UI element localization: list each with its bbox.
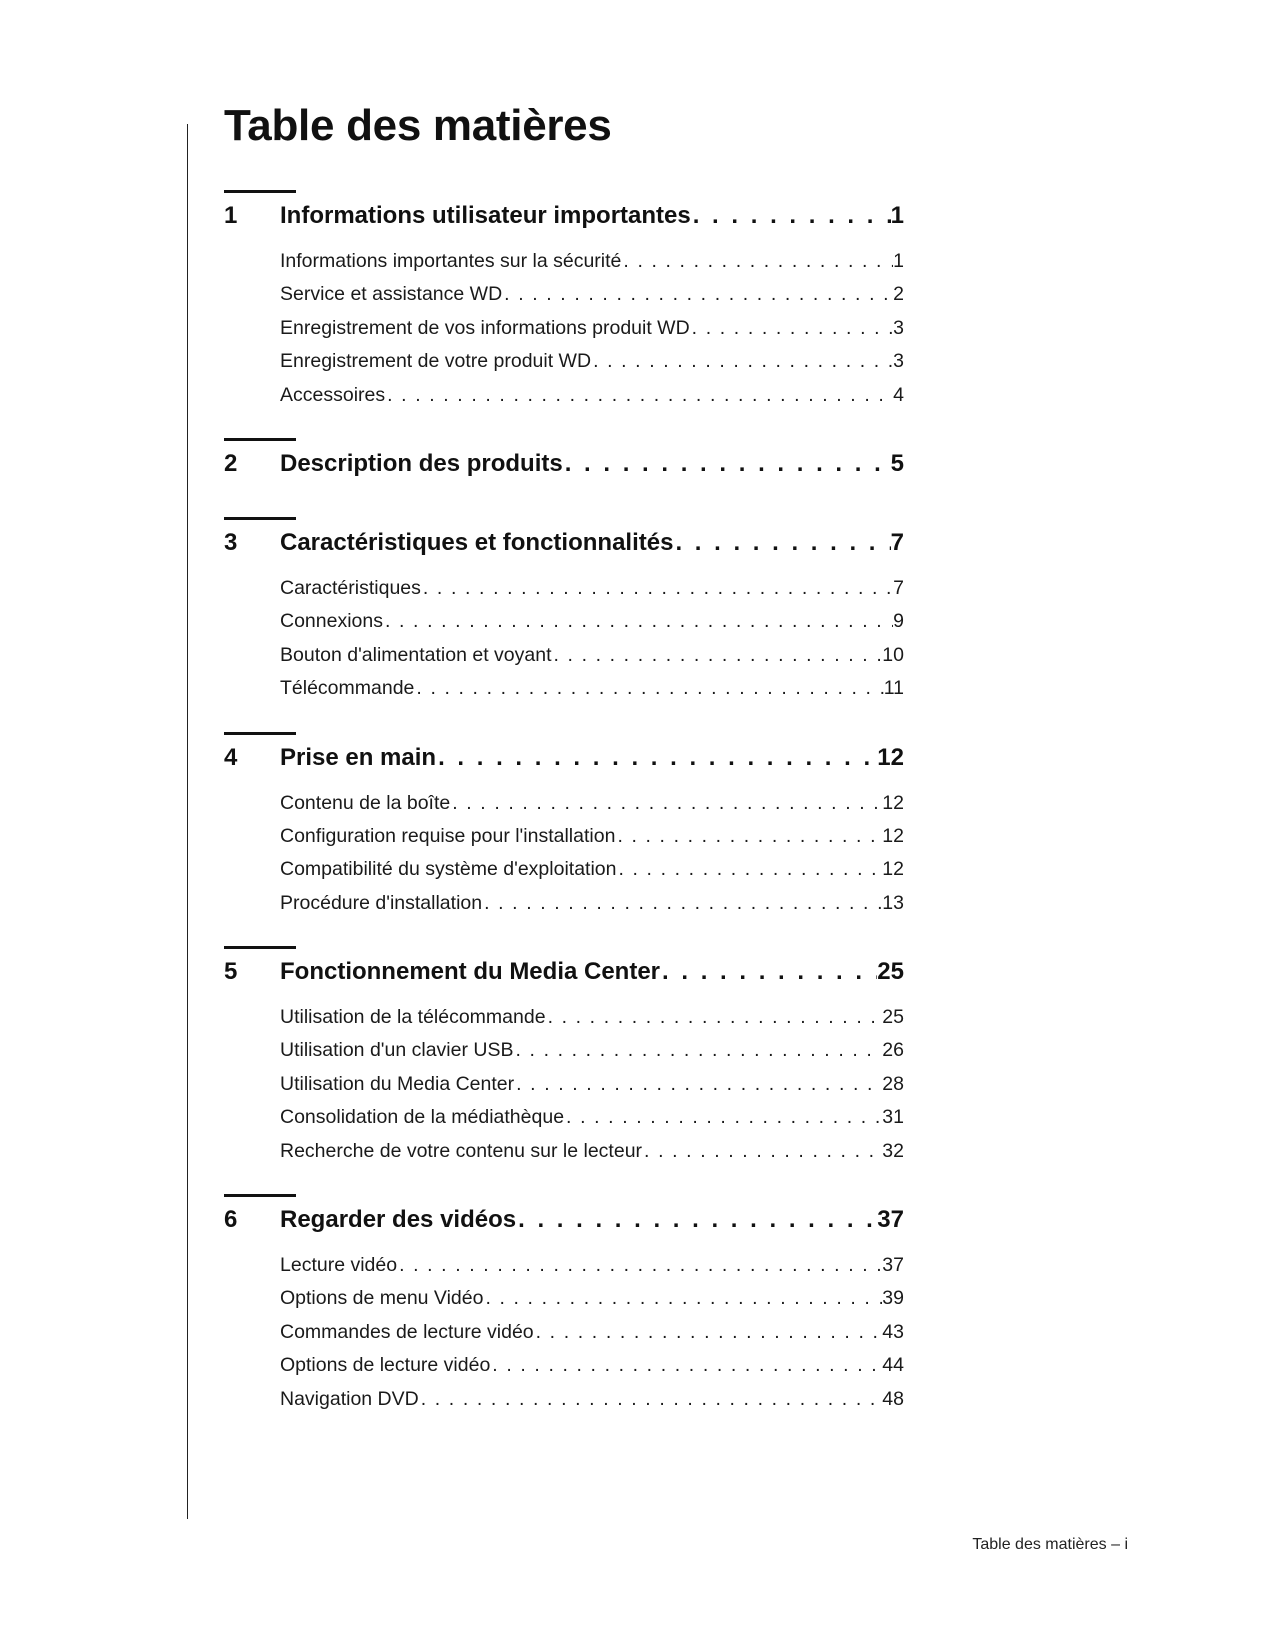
section-title: Accessoires — [280, 383, 386, 406]
dot-leader — [483, 1282, 882, 1315]
section-title: Recherche de votre contenu sur le lecteur — [280, 1139, 643, 1162]
dot-leader — [514, 1034, 883, 1067]
chapter-divider — [224, 946, 296, 949]
dot-leader — [482, 887, 882, 920]
section-page-number: 10 — [882, 643, 904, 666]
section-page-number: 32 — [882, 1139, 904, 1162]
section-list — [224, 787, 904, 921]
page-footer: Table des matières – i — [972, 1536, 1128, 1553]
chapter-entry[interactable] — [224, 199, 904, 233]
section-page-number: 25 — [882, 1006, 904, 1029]
section-page-number: 9 — [893, 610, 904, 633]
chapter-number: 6 — [224, 1206, 238, 1234]
chapter-6 — [224, 1194, 904, 1416]
dot-leader — [615, 820, 882, 853]
section-entry[interactable] — [280, 639, 904, 672]
section-entry[interactable] — [280, 1249, 904, 1282]
chapter-page-number: 7 — [890, 528, 904, 556]
section-page-number: 3 — [893, 350, 904, 373]
dot-leader — [414, 672, 883, 705]
chapter-entry[interactable] — [224, 526, 904, 560]
section-page-number: 1 — [893, 250, 904, 272]
section-title: Bouton d'alimentation et voyant — [280, 643, 552, 666]
chapter-page-number: 5 — [890, 449, 904, 477]
chapter-number: 1 — [224, 202, 238, 229]
chapter-2 — [224, 438, 904, 481]
section-page-number: 44 — [882, 1354, 904, 1377]
chapter-3 — [224, 517, 904, 706]
section-title: Caractéristiques — [280, 576, 421, 599]
section-title: Utilisation du Media Center — [280, 1072, 515, 1095]
chapter-title: Fonctionnement du Media Center — [280, 958, 661, 986]
chapter-entry[interactable] — [224, 1203, 904, 1237]
dot-leader — [383, 605, 893, 638]
dot-leader — [621, 245, 893, 278]
chapter-4 — [224, 732, 904, 921]
section-entry[interactable] — [280, 1034, 904, 1067]
section-page-number: 4 — [893, 383, 904, 406]
section-entry[interactable] — [280, 312, 904, 345]
section-list — [224, 572, 904, 706]
section-title: Lecture vidéo — [280, 1254, 398, 1277]
chapter-title: Regarder des vidéos — [280, 1206, 517, 1234]
section-entry[interactable] — [280, 379, 904, 412]
chapter-entry[interactable] — [224, 741, 904, 775]
dot-leader — [616, 853, 882, 886]
dot-leader — [591, 345, 893, 378]
chapter-divider — [224, 732, 296, 735]
chapter-title: Prise en main — [280, 743, 437, 771]
section-page-number: 12 — [882, 824, 904, 847]
section-entry[interactable] — [280, 605, 904, 638]
table-of-contents — [224, 190, 904, 1416]
section-entry[interactable] — [280, 278, 904, 311]
section-title: Commandes de lecture vidéo — [280, 1320, 534, 1343]
chapter-divider — [224, 190, 296, 193]
section-list — [224, 1001, 904, 1168]
dot-leader — [490, 1349, 882, 1382]
section-page-number: 11 — [883, 677, 904, 700]
section-page-number: 13 — [882, 891, 904, 914]
section-title: Utilisation de la télécommande — [280, 1006, 546, 1029]
chapter-page-number: 12 — [877, 743, 904, 771]
dot-leader — [691, 199, 891, 233]
chapter-number: 5 — [224, 958, 238, 986]
section-page-number: 48 — [882, 1387, 904, 1410]
chapter-page-number: 1 — [890, 202, 904, 229]
chapter-5 — [224, 946, 904, 1168]
section-title: Enregistrement de vos informations produit WD — [280, 316, 690, 339]
section-title: Enregistrement de votre produit WD — [280, 350, 592, 373]
chapter-divider — [224, 517, 296, 520]
chapter-title: Description des produits — [280, 449, 563, 477]
chapter-number: 3 — [224, 528, 238, 556]
section-entry[interactable] — [280, 1349, 904, 1382]
section-title: Informations importantes sur la sécurité — [280, 250, 622, 272]
chapter-1 — [224, 190, 904, 412]
section-page-number: 12 — [882, 791, 904, 814]
section-title: Procédure d'installation — [280, 891, 483, 914]
section-entry[interactable] — [280, 887, 904, 920]
section-page-number: 28 — [882, 1072, 904, 1095]
chapter-page-number: 37 — [877, 1206, 904, 1234]
section-entry[interactable] — [280, 572, 904, 605]
section-entry[interactable] — [280, 1316, 904, 1349]
dot-leader — [660, 955, 877, 989]
page-title: Table des matières — [224, 101, 612, 150]
section-entry[interactable] — [280, 245, 904, 278]
section-entry[interactable] — [280, 1101, 904, 1134]
dot-leader — [546, 1001, 883, 1034]
section-entry[interactable] — [280, 820, 904, 853]
margin-rule — [187, 124, 188, 1519]
section-page-number: 7 — [893, 576, 904, 599]
section-entry[interactable] — [280, 853, 904, 886]
section-title: Configuration requise pour l'installation — [280, 824, 616, 847]
section-entry[interactable] — [280, 1282, 904, 1315]
chapter-title: Caractéristiques et fonctionnalités — [280, 528, 674, 556]
dot-leader — [502, 278, 893, 311]
section-page-number: 12 — [882, 858, 904, 881]
section-page-number: 31 — [882, 1106, 904, 1129]
dot-leader — [421, 572, 893, 605]
section-entry[interactable] — [280, 1001, 904, 1034]
chapter-number: 4 — [224, 743, 238, 771]
dot-leader — [450, 787, 882, 820]
section-entry[interactable] — [280, 787, 904, 820]
dot-leader — [514, 1068, 882, 1101]
section-title: Options de menu Vidéo — [280, 1287, 484, 1310]
chapter-divider — [224, 438, 296, 441]
section-page-number: 26 — [882, 1039, 904, 1062]
chapter-entry[interactable] — [224, 447, 904, 481]
dot-leader — [564, 1101, 882, 1134]
dot-leader — [385, 379, 893, 412]
section-title: Consolidation de la médiathèque — [280, 1106, 565, 1129]
section-entry[interactable] — [280, 672, 904, 705]
section-title: Options de lecture vidéo — [280, 1354, 491, 1377]
section-page-number: 43 — [882, 1320, 904, 1343]
dot-leader — [642, 1135, 882, 1168]
dot-leader — [516, 1203, 877, 1237]
section-entry[interactable] — [280, 345, 904, 378]
chapter-number: 2 — [224, 449, 238, 477]
section-entry[interactable] — [280, 1383, 904, 1416]
chapter-title: Informations utilisateur importantes — [280, 202, 691, 229]
section-page-number: 37 — [882, 1254, 904, 1277]
section-page-number: 39 — [882, 1287, 904, 1310]
section-title: Contenu de la boîte — [280, 791, 451, 814]
section-title: Télécommande — [280, 677, 415, 700]
section-page-number: 2 — [893, 283, 904, 306]
section-title: Compatibilité du système d'exploitation — [280, 858, 617, 881]
section-entry[interactable] — [280, 1135, 904, 1168]
dot-leader — [552, 639, 883, 672]
section-title: Navigation DVD — [280, 1387, 419, 1410]
dot-leader — [673, 526, 890, 560]
dot-leader — [397, 1249, 882, 1282]
section-title: Utilisation d'un clavier USB — [280, 1039, 514, 1062]
dot-leader — [690, 312, 893, 345]
dot-leader — [534, 1316, 883, 1349]
section-list — [224, 1249, 904, 1416]
chapter-page-number: 25 — [877, 958, 904, 986]
section-list — [224, 245, 904, 412]
chapter-entry[interactable] — [224, 955, 904, 989]
dot-leader — [419, 1383, 883, 1416]
dot-leader — [563, 447, 891, 481]
section-title: Service et assistance WD — [280, 283, 503, 306]
dot-leader — [436, 741, 877, 775]
section-entry[interactable] — [280, 1068, 904, 1101]
section-page-number: 3 — [893, 316, 904, 339]
section-title: Connexions — [280, 610, 383, 633]
chapter-divider — [224, 1194, 296, 1197]
